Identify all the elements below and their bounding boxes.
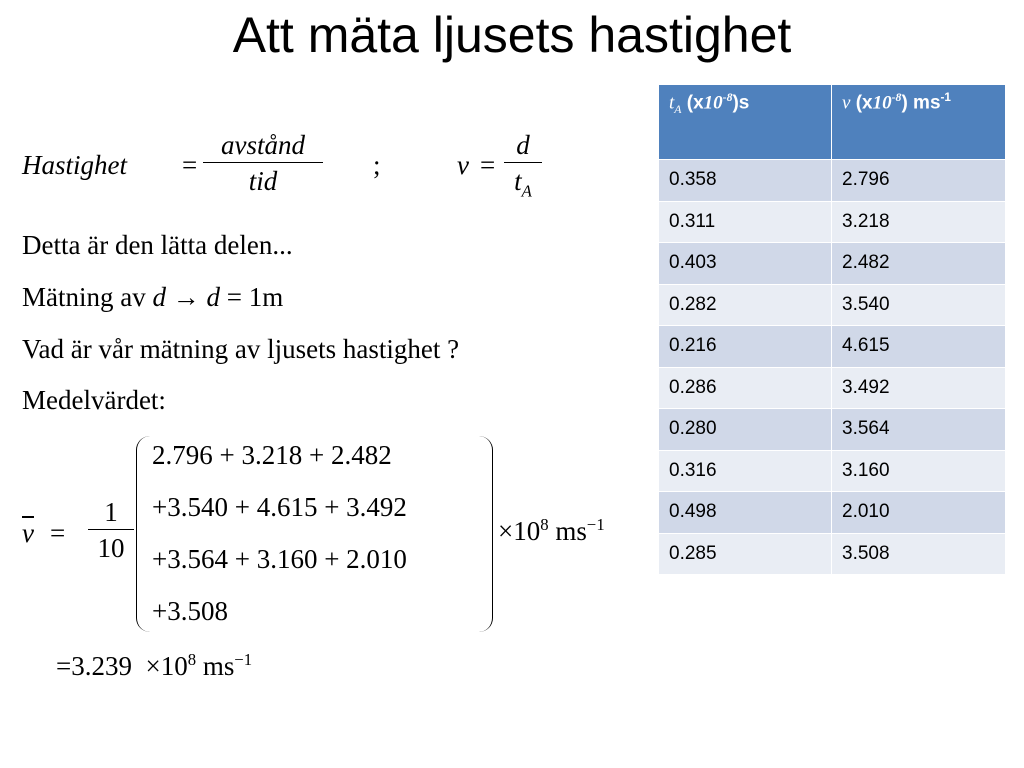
result-exp: 8	[187, 650, 197, 669]
header-v-exp: -8	[891, 91, 902, 104]
table-row	[659, 284, 1006, 326]
measurement-table	[658, 84, 1006, 575]
mean-unit	[498, 515, 605, 547]
right-parenthesis	[478, 436, 493, 632]
ta-cell: 0.498	[659, 492, 832, 534]
frac-denominator: 10	[88, 529, 134, 566]
arrow-icon: →	[172, 282, 200, 312]
result-value: =3.239	[56, 651, 132, 681]
measure-d1: d	[152, 282, 166, 312]
header-v-post: ) ms	[901, 92, 941, 114]
result-unit: ms	[196, 651, 235, 681]
ta-cell: 0.358	[659, 160, 832, 202]
v-cell: 2.482	[832, 243, 1006, 285]
v-cell: 3.564	[832, 409, 1006, 451]
ta-cell: 0.280	[659, 409, 832, 451]
result-line	[56, 650, 252, 682]
mean-times: ×10	[498, 516, 541, 546]
sum-row-4: +3.508	[152, 596, 228, 626]
fraction-numerator: avstånd	[221, 130, 305, 160]
frac-numerator: 1	[104, 497, 118, 527]
result-unit-exp: −1	[234, 650, 253, 669]
v-cell: 3.160	[832, 450, 1006, 492]
table-row	[659, 533, 1006, 575]
header-v-unit-exp: -1	[940, 91, 951, 104]
table-row	[659, 450, 1006, 492]
result-times: ×10	[145, 651, 188, 681]
hastighet-label: Hastighet	[22, 150, 127, 180]
header-v-pre: (x	[850, 92, 873, 114]
ta-cell: 0.403	[659, 243, 832, 285]
header-ta-var: t	[669, 92, 675, 114]
mean-equals: =	[50, 518, 66, 548]
ta-cell: 0.285	[659, 533, 832, 575]
table-row	[659, 201, 1006, 243]
table-row	[659, 326, 1006, 368]
v-cell: 3.218	[832, 201, 1006, 243]
one-tenth-fraction	[88, 495, 134, 566]
mean-unit-text: ms	[548, 516, 587, 546]
v-cell: 2.010	[832, 492, 1006, 534]
fraction-denominator: tid	[203, 162, 323, 199]
v-cell: 3.540	[832, 284, 1006, 326]
table-row	[659, 243, 1006, 285]
ta-cell: 0.282	[659, 284, 832, 326]
slide-title: Att mäta ljusets hastighet	[232, 7, 792, 63]
v-symbol: v	[457, 150, 469, 180]
measure-d2: d	[206, 282, 220, 312]
easy-part-line: Detta är den lätta delen...	[22, 230, 293, 260]
header-v	[832, 85, 1006, 160]
v-cell: 3.492	[832, 367, 1006, 409]
header-v-var: v	[842, 92, 851, 114]
ta-cell: 0.311	[659, 201, 832, 243]
sum-row-1: 2.796 + 3.218 + 2.482	[152, 440, 392, 470]
table-row	[659, 160, 1006, 202]
table-row	[659, 409, 1006, 451]
mean-exp: 8	[540, 515, 549, 534]
measure-prefix: Mätning av	[22, 282, 153, 312]
left-parenthesis	[136, 436, 151, 632]
question-line: Vad är vår mätning av ljusets hastighet ?	[22, 334, 460, 364]
header-ta-pre: (x	[681, 92, 704, 114]
v-cell: 3.508	[832, 533, 1006, 575]
ta-cell: 0.316	[659, 450, 832, 492]
speed-fraction	[203, 128, 323, 199]
v-denominator	[504, 162, 542, 209]
measurement-line	[22, 282, 283, 313]
measure-eq: = 1m	[219, 282, 284, 312]
t-subscript: A	[521, 181, 532, 201]
mean-label: Medelvärdet:	[22, 385, 166, 415]
header-ta-exp: -8	[722, 91, 733, 104]
header-ta-ten: 10	[703, 92, 723, 114]
header-v-ten: 10	[872, 92, 892, 114]
mean-unit-exp: −1	[586, 515, 605, 534]
table-row	[659, 367, 1006, 409]
header-ta-sub: A	[674, 103, 682, 117]
semicolon: ;	[373, 150, 381, 180]
v-cell: 4.615	[832, 326, 1006, 368]
ta-cell: 0.216	[659, 326, 832, 368]
header-ta-post: )s	[732, 92, 750, 114]
v-numerator: d	[516, 130, 530, 160]
sum-row-2: +3.540 + 4.615 + 3.492	[152, 492, 407, 522]
v-cell: 2.796	[832, 160, 1006, 202]
vbar-symbol: $\overline{v}$	[22, 518, 34, 548]
sum-row-3: +3.564 + 3.160 + 2.010	[152, 544, 407, 574]
table-row	[659, 492, 1006, 534]
equals-sign: =	[182, 150, 198, 180]
ta-cell: 0.286	[659, 367, 832, 409]
table-header-row	[659, 85, 1006, 160]
v-fraction	[504, 128, 542, 209]
t-symbol: t	[514, 166, 522, 196]
v-equals: =	[480, 150, 496, 180]
header-ta	[659, 85, 832, 160]
